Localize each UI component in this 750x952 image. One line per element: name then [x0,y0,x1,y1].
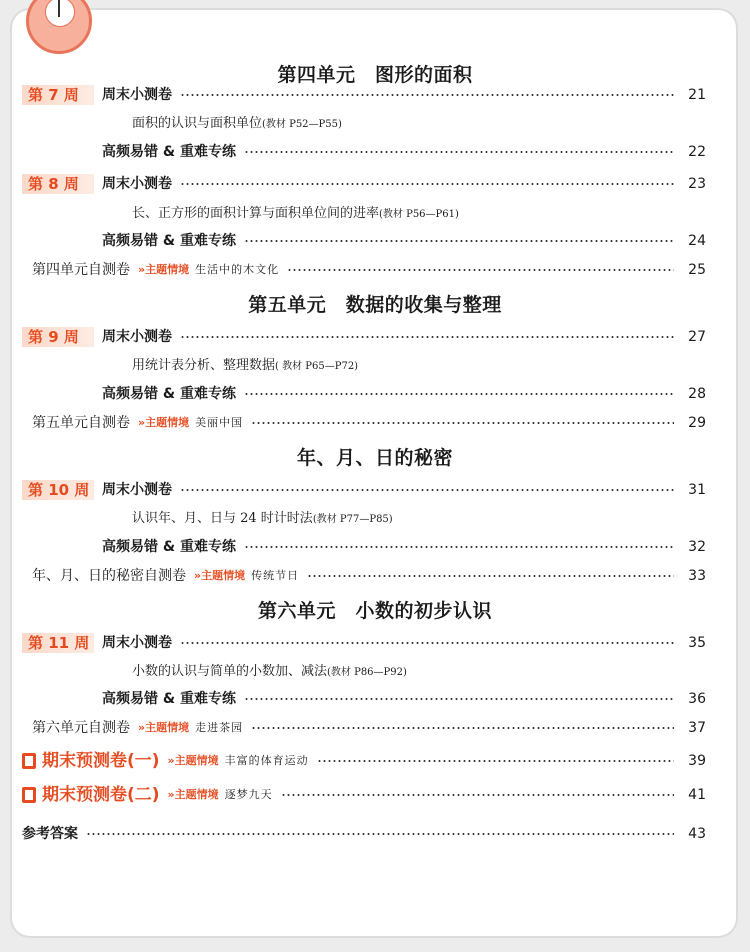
toc-entry[interactable] [102,327,706,347]
page-number: 24 [688,233,706,249]
entry-label: 周末小测卷 [102,176,172,192]
page-number: 35 [688,635,706,651]
toc-entry[interactable] [102,142,706,162]
toc-entry[interactable] [102,231,706,251]
theme-tag: »主题情境 [167,754,219,767]
leader-dots [180,94,674,96]
leader-dots [180,642,674,644]
page-number: 43 [688,826,706,842]
week-tag: 第 10 周 [22,480,94,500]
toc-entry[interactable] [102,384,706,404]
entry-label: 第四单元自测卷 [32,262,130,278]
page-number: 23 [688,176,706,192]
topic-text: 长、正方形的面积计算与面积单位间的进率 [132,206,380,221]
topic-line [132,510,393,529]
theme-text: 逐梦九天 [224,788,273,801]
leader-dots [86,833,674,835]
unit-title: 第四单元 图形的面积 [277,64,473,86]
page-number: 22 [688,144,706,160]
theme-tag: »主题情境 [138,416,190,429]
leader-dots [317,760,674,762]
theme-text: 走进茶园 [195,721,244,734]
leader-dots [244,393,674,395]
textbook-ref: (教材 P52—P55) [262,119,342,130]
topic-line [132,205,459,224]
toc-entry[interactable] [102,689,706,709]
entry-label: 高频易错 & 重难专练 [102,233,236,249]
toc-entry-test[interactable] [32,566,706,586]
toc-entry[interactable] [102,174,706,194]
week-tag: 第 7 周 [22,85,94,105]
toc-entry[interactable] [102,480,706,500]
toc-entry-final[interactable] [22,751,706,771]
entry-label: 高频易错 & 重难专练 [102,539,236,555]
week-tag: 第 9 周 [22,327,94,347]
entry-label: 参考答案 [22,826,78,842]
entry-label: 周末小测卷 [102,329,172,345]
page-number: 32 [688,539,706,555]
week-tag: 第 8 周 [22,174,94,194]
entry-label: 周末小测卷 [102,635,172,651]
topic-line [132,115,342,134]
theme-text: 美丽中国 [195,416,244,429]
entry-label: 周末小测卷 [102,482,172,498]
textbook-ref: (教材 P86—P92) [327,667,407,678]
theme-text: 生活中的木文化 [195,263,280,276]
page-number: 36 [688,691,706,707]
theme-text: 丰富的体育运动 [224,754,309,767]
toc-entry[interactable] [102,537,706,557]
leader-dots [244,546,674,548]
leader-dots [281,794,674,796]
entry-label: 高频易错 & 重难专练 [102,144,236,160]
textbook-ref: ( 教材 P65—P72) [275,361,359,372]
theme-text: 传统节日 [251,569,300,582]
week-tag: 第 11 周 [22,633,94,653]
entry-label: 年、月、日的秘密自测卷 [32,568,186,584]
unit-title: 年、月、日的秘密 [296,447,453,469]
exam-paper-icon [22,787,36,803]
topic-text: 认识年、月、日与 24 时计时法 [132,511,313,526]
leader-dots [287,269,674,271]
leader-dots [244,698,674,700]
clock-hand [58,0,60,17]
unit-title: 第六单元 小数的初步认识 [257,600,492,622]
topic-line [132,357,358,376]
theme-tag: »主题情境 [138,721,190,734]
entry-label: 第六单元自测卷 [32,720,130,736]
topic-text: 面积的认识与面积单位 [132,116,263,131]
entry-label: 高频易错 & 重难专练 [102,691,236,707]
entry-label: 第五单元自测卷 [32,415,130,431]
toc-entry[interactable] [102,85,706,105]
page-number: 21 [688,87,706,103]
leader-dots [244,151,674,153]
entry-label: 期末预测卷(二) [42,785,160,805]
page-number: 31 [688,482,706,498]
leader-dots [251,727,674,729]
entry-label: 高频易错 & 重难专练 [102,386,236,402]
leader-dots [180,183,674,185]
toc-entry-answers[interactable] [22,824,706,844]
leader-dots [307,575,674,577]
topic-text: 用统计表分析、整理数据 [132,358,276,373]
textbook-ref: (教材 P56—P61) [379,209,459,220]
page-number: 25 [688,262,706,278]
toc-entry-test[interactable] [32,718,706,738]
toc-entry-test[interactable] [32,260,706,280]
page-number: 29 [688,415,706,431]
page-number: 33 [688,568,706,584]
leader-dots [251,422,674,424]
toc-entry-test[interactable] [32,413,706,433]
page-number: 27 [688,329,706,345]
theme-tag: »主题情境 [138,263,190,276]
entry-label: 期末预测卷(一) [42,751,160,771]
page-number: 41 [688,787,706,803]
page-number: 39 [688,753,706,769]
textbook-ref: (教材 P77—P85) [312,514,393,525]
exam-paper-icon [22,753,36,769]
topic-line [132,663,407,682]
clock-logo-icon [26,0,92,54]
page-number: 37 [688,720,706,736]
toc-entry-final[interactable] [22,785,706,805]
entry-label: 周末小测卷 [102,87,172,103]
leader-dots [244,240,674,242]
topic-text: 小数的认识与简单的小数加、减法 [132,664,328,679]
theme-tag: »主题情境 [194,569,246,582]
unit-title: 第五单元 数据的收集与整理 [248,294,502,316]
toc-entry[interactable] [102,633,706,653]
leader-dots [180,489,674,491]
leader-dots [180,336,674,338]
page-number: 28 [688,386,706,402]
theme-tag: »主题情境 [167,788,219,801]
